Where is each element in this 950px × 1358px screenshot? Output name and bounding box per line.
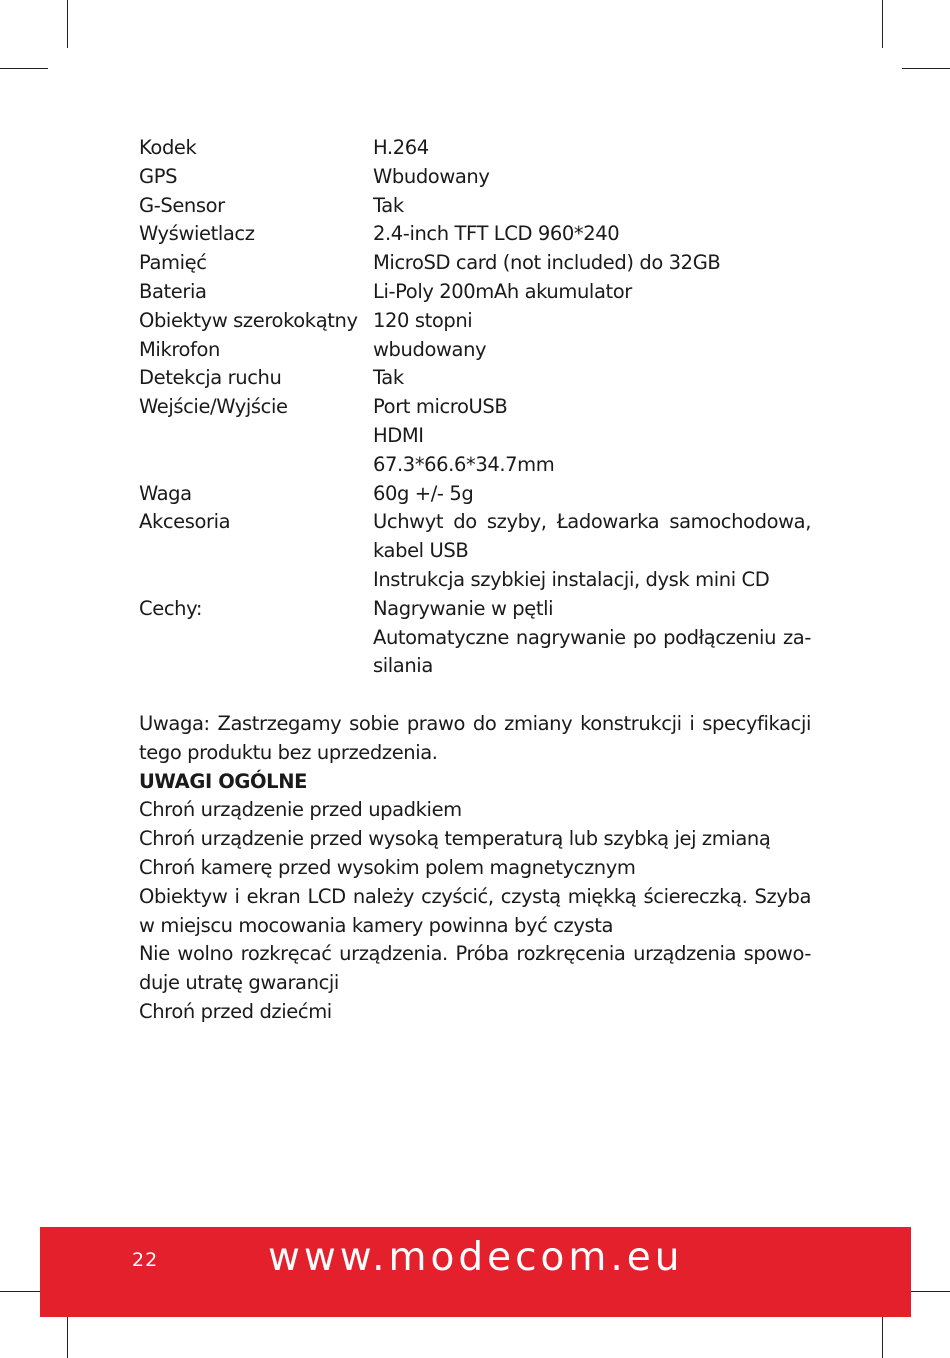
spec-value: Instrukcja szybkiej instalacji, dysk mini CD: [373, 567, 770, 591]
spec-value: MicroSD card (not included) do 32GB: [373, 251, 721, 275]
spec-value: Tak: [373, 366, 404, 390]
spec-label: Cechy:: [139, 596, 202, 620]
spec-value: 120 stopni: [373, 308, 473, 332]
spec-row: [139, 249, 811, 278]
general-heading: UWAGI OGÓLNE: [139, 769, 308, 793]
spec-values: [373, 364, 811, 393]
spec-value: 60g +/- 5g: [373, 481, 474, 505]
spec-label: Waga: [139, 481, 192, 505]
spec-table: [139, 134, 811, 681]
spec-row: [139, 393, 811, 479]
general-item: Chroń przed dziećmi: [139, 999, 332, 1023]
spec-row: [139, 278, 811, 307]
spec-value: Port microUSB: [373, 395, 508, 419]
crop-mark: [902, 68, 950, 69]
spec-value: wbudowany: [373, 337, 487, 361]
crop-mark: [67, 1310, 68, 1358]
spec-row: [139, 595, 811, 681]
spec-label: Obiektyw szerokokątny: [139, 308, 358, 332]
spec-values: [373, 480, 811, 509]
spec-row: [139, 192, 811, 221]
spec-value: 2.4-inch TFT LCD 960*240: [373, 222, 620, 246]
spec-label: GPS: [139, 164, 178, 188]
spec-values: [373, 163, 811, 192]
spec-row: [139, 364, 811, 393]
page-number: 22: [132, 1249, 159, 1271]
spec-values: [373, 134, 811, 163]
general-item: Obiektyw i ekran LCD należy czyścić, czystą miękką ściereczką. Szyba w miejscu mocowania kamery powinna być czysta: [139, 884, 811, 937]
crop-mark: [67, 0, 68, 48]
footer-bar: [40, 1227, 911, 1317]
general-item: Chroń urządzenie przed wysoką temperaturą lub szybką jej zmianą: [139, 827, 771, 851]
spec-label: G-Sensor: [139, 193, 225, 217]
crop-mark: [882, 1310, 883, 1358]
spec-values: [373, 393, 811, 479]
spec-label: Wyświetlacz: [139, 222, 255, 246]
spec-value: Nagrywanie w pętli: [373, 596, 554, 620]
spec-values: [373, 307, 811, 336]
spec-value: HDMI: [373, 423, 424, 447]
spec-label: Detekcja ruchu: [139, 366, 282, 390]
website-url[interactable]: www.modecom.eu: [268, 1235, 684, 1280]
general-list: [139, 796, 811, 1026]
spec-values: [373, 220, 811, 249]
spec-value: Automatyczne nagrywanie po podłączeniu za-silania: [373, 625, 811, 678]
spec-row: [139, 480, 811, 509]
spec-value: 67.3*66.6*34.7mm: [373, 452, 555, 476]
spec-label: Pamięć: [139, 251, 207, 275]
spec-values: [373, 278, 811, 307]
spec-values: [373, 508, 811, 594]
spacer: [139, 681, 811, 710]
page-content: [139, 134, 811, 1027]
spec-label: Kodek: [139, 136, 197, 159]
spec-value: Uchwyt do szyby, Ładowarka samochodowa, kabel USB: [373, 510, 811, 563]
spec-label: Mikrofon: [139, 337, 221, 361]
spec-row: [139, 134, 811, 163]
general-item: Nie wolno rozkręcać urządzenia. Próba rozkręcenia urządzenia spowo-duje utratę gwarancji: [139, 942, 811, 995]
spec-row: [139, 307, 811, 336]
spec-value: Tak: [373, 193, 404, 217]
spec-row: [139, 336, 811, 365]
spec-value: Li-Poly 200mAh akumulator: [373, 279, 632, 303]
spec-values: [373, 595, 811, 681]
spec-row: [139, 508, 811, 594]
spec-value: Wbudowany: [373, 164, 490, 188]
notice-paragraph: Uwaga: Zastrzegamy sobie prawo do zmiany konstrukcji i specyfikacji tego produktu bez uprzedzenia.: [139, 711, 811, 764]
crop-mark: [0, 68, 48, 69]
spec-label: Wejście/Wyjście: [139, 395, 288, 419]
spec-row: [139, 220, 811, 249]
general-item: Chroń kamerę przed wysokim polem magnetycznym: [139, 855, 636, 879]
spec-row: [139, 163, 811, 192]
crop-mark: [882, 0, 883, 48]
spec-values: [373, 249, 811, 278]
spec-label: Bateria: [139, 279, 207, 303]
spec-label: Akcesoria: [139, 510, 231, 534]
spec-values: [373, 192, 811, 221]
general-item: Chroń urządzenie przed upadkiem: [139, 798, 462, 822]
spec-value: H.264: [373, 136, 429, 159]
spec-values: [373, 336, 811, 365]
